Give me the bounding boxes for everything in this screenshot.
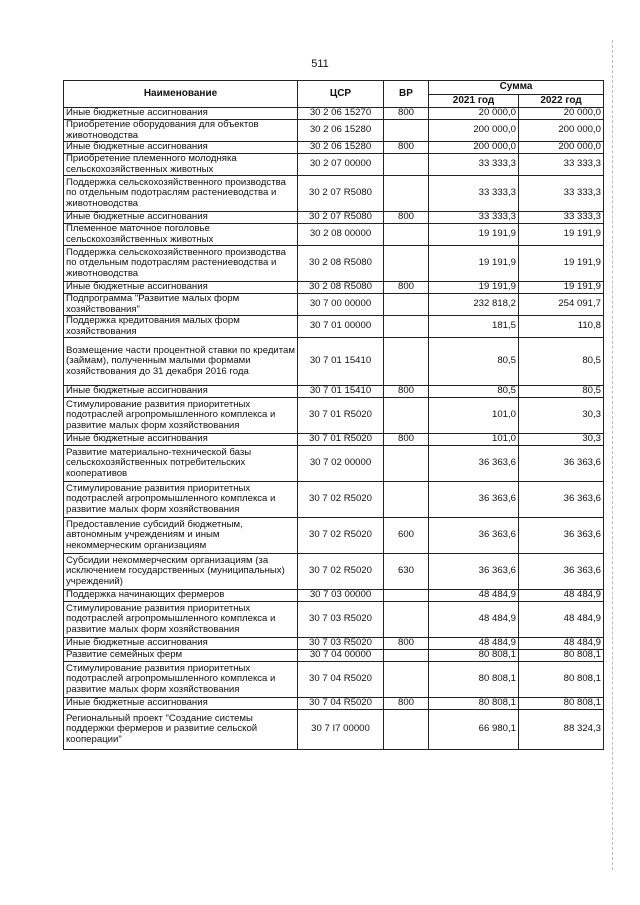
row-vr [384,482,429,518]
header-vr: ВР [384,81,429,108]
table-row [64,698,604,710]
row-csr: 30 2 06 15280 [298,120,384,142]
row-sum-2022: 36 363,6 [519,554,604,590]
row-name: Стимулирование развития приоритетных подотраслей агропромышленного комплекса и развитие малых форм хозяйствования [64,602,298,638]
row-sum-2021: 80 808,1 [429,698,519,710]
table-row [64,246,604,282]
row-name: Стимулирование развития приоритетных подотраслей агропромышленного комплекса и развитие малых форм хозяйствования [64,482,298,518]
row-csr: 30 7 03 R5020 [298,638,384,650]
row-sum-2022: 254 091,7 [519,294,604,316]
row-name: Региональный проект "Создание системы поддержки фермеров и развитие сельской кооперации" [64,710,298,750]
row-name: Развитие материально-технической базы сельскохозяйственных потребительских кооперативов [64,446,298,482]
row-vr [384,590,429,602]
row-name: Стимулирование развития приоритетных подотраслей агропромышленного комплекса и развитие малых форм хозяйствования [64,398,298,434]
row-sum-2021: 200 000,0 [429,142,519,154]
row-sum-2022: 48 484,9 [519,638,604,650]
row-csr: 30 7 04 R5020 [298,662,384,698]
row-sum-2021: 80 808,1 [429,650,519,662]
row-sum-2022: 36 363,6 [519,482,604,518]
row-sum-2022: 200 000,0 [519,142,604,154]
table-row [64,554,604,590]
row-vr [384,120,429,142]
table-row [64,434,604,446]
header-name: Наименование [64,81,298,108]
table-row [64,142,604,154]
row-csr: 30 2 08 R5080 [298,282,384,294]
row-name: Иные бюджетные ассигнования [64,212,298,224]
row-name: Приобретение оборудования для объектов животноводства [64,120,298,142]
row-name: Иные бюджетные ассигнования [64,698,298,710]
row-name: Иные бюджетные ассигнования [64,282,298,294]
table-row [64,108,604,120]
row-sum-2021: 48 484,9 [429,638,519,650]
row-vr: 800 [384,638,429,650]
table-body [64,108,604,750]
row-sum-2022: 88 324,3 [519,710,604,750]
row-vr: 800 [384,108,429,120]
budget-table [63,80,604,750]
row-csr: 30 2 07 R5080 [298,212,384,224]
row-vr: 800 [384,282,429,294]
row-csr: 30 7 02 00000 [298,446,384,482]
row-vr: 800 [384,212,429,224]
row-vr: 800 [384,434,429,446]
table-row [64,602,604,638]
row-sum-2021: 36 363,6 [429,446,519,482]
row-vr: 800 [384,142,429,154]
row-sum-2021: 181,5 [429,316,519,338]
table-row [64,154,604,176]
row-vr: 800 [384,698,429,710]
row-name: Племенное маточное поголовье сельскохозяйственных животных [64,224,298,246]
row-name: Приобретение племенного молодняка сельскохозяйственных животных [64,154,298,176]
table-row [64,662,604,698]
row-sum-2022: 36 363,6 [519,518,604,554]
row-sum-2021: 33 333,3 [429,154,519,176]
row-name: Стимулирование развития приоритетных подотраслей агропромышленного комплекса и развитие малых форм хозяйствования [64,662,298,698]
row-name: Иные бюджетные ассигнования [64,434,298,446]
table-row [64,650,604,662]
row-sum-2021: 36 363,6 [429,518,519,554]
row-vr [384,316,429,338]
row-name: Иные бюджетные ассигнования [64,142,298,154]
row-csr: 30 7 04 00000 [298,650,384,662]
row-sum-2021: 19 191,9 [429,282,519,294]
row-name: Поддержка сельскохозяйственного производства по отдельным подотраслям растениеводства и животноводства [64,246,298,282]
row-sum-2021: 66 980,1 [429,710,519,750]
row-csr: 30 7 01 00000 [298,316,384,338]
header-year-2022: 2022 год [519,95,604,108]
table-row [64,638,604,650]
row-name: Субсидии некоммерческим организациям (за исключением государственных (муниципальных) учреждений) [64,554,298,590]
row-vr: 630 [384,554,429,590]
row-sum-2022: 20 000,0 [519,108,604,120]
row-sum-2021: 33 333,3 [429,212,519,224]
row-csr: 30 7 01 R5020 [298,434,384,446]
row-sum-2022: 80 808,1 [519,698,604,710]
table-row [64,518,604,554]
row-sum-2021: 101,0 [429,434,519,446]
row-csr: 30 7 I7 00000 [298,710,384,750]
row-csr: 30 2 07 R5080 [298,176,384,212]
row-csr: 30 2 06 15280 [298,142,384,154]
row-csr: 30 7 03 00000 [298,590,384,602]
row-vr [384,294,429,316]
row-sum-2021: 232 818,2 [429,294,519,316]
row-csr: 30 7 01 15410 [298,386,384,398]
row-csr: 30 7 02 R5020 [298,482,384,518]
row-csr: 30 7 03 R5020 [298,602,384,638]
row-sum-2022: 33 333,3 [519,212,604,224]
row-sum-2021: 36 363,6 [429,482,519,518]
row-vr [384,338,429,386]
page-number: 511 [311,58,329,70]
row-sum-2022: 19 191,9 [519,246,604,282]
page-edge-rule [612,40,613,870]
row-sum-2022: 30,3 [519,434,604,446]
row-vr [384,446,429,482]
row-csr: 30 7 04 R5020 [298,698,384,710]
table-row [64,316,604,338]
row-sum-2021: 20 000,0 [429,108,519,120]
table-row [64,282,604,294]
row-sum-2021: 19 191,9 [429,224,519,246]
row-name: Подпрограмма "Развитие малых форм хозяйствования" [64,294,298,316]
row-sum-2021: 80,5 [429,338,519,386]
row-sum-2022: 48 484,9 [519,590,604,602]
row-csr: 30 2 08 00000 [298,224,384,246]
table-row [64,294,604,316]
header-csr: ЦСР [298,81,384,108]
table-row [64,446,604,482]
row-vr [384,662,429,698]
row-csr: 30 2 06 15270 [298,108,384,120]
row-vr [384,650,429,662]
row-vr [384,710,429,750]
row-sum-2022: 110,8 [519,316,604,338]
header-sum: Сумма [429,81,604,95]
row-name: Развитие семейных ферм [64,650,298,662]
row-sum-2022: 19 191,9 [519,282,604,294]
row-sum-2022: 48 484,9 [519,602,604,638]
row-sum-2021: 33 333,3 [429,176,519,212]
row-sum-2021: 101,0 [429,398,519,434]
row-csr: 30 7 01 15410 [298,338,384,386]
row-vr [384,246,429,282]
row-sum-2022: 33 333,3 [519,154,604,176]
row-csr: 30 2 07 00000 [298,154,384,176]
table-row [64,212,604,224]
row-sum-2021: 19 191,9 [429,246,519,282]
row-sum-2022: 33 333,3 [519,176,604,212]
row-sum-2022: 19 191,9 [519,224,604,246]
row-sum-2022: 80 808,1 [519,650,604,662]
row-csr: 30 2 08 R5080 [298,246,384,282]
row-vr [384,224,429,246]
row-vr: 800 [384,386,429,398]
row-sum-2021: 48 484,9 [429,590,519,602]
row-vr [384,398,429,434]
row-sum-2021: 80,5 [429,386,519,398]
row-vr [384,602,429,638]
row-name: Иные бюджетные ассигнования [64,638,298,650]
row-sum-2021: 80 808,1 [429,662,519,698]
row-sum-2022: 200 000,0 [519,120,604,142]
table-row [64,224,604,246]
row-name: Возмещение части процентной ставки по кредитам (займам), полученным малыми формами хозяйствования до 31 декабря 2016 года [64,338,298,386]
row-name: Иные бюджетные ассигнования [64,108,298,120]
table-row [64,710,604,750]
row-name: Поддержка начинающих фермеров [64,590,298,602]
row-sum-2022: 80,5 [519,338,604,386]
row-csr: 30 7 02 R5020 [298,554,384,590]
row-name: Поддержка сельскохозяйственного производства по отдельным подотраслям растениеводства и животноводства [64,176,298,212]
table-row [64,120,604,142]
table-row [64,176,604,212]
table-header [64,81,604,108]
row-sum-2022: 30,3 [519,398,604,434]
row-sum-2022: 36 363,6 [519,446,604,482]
row-vr: 600 [384,518,429,554]
table-row [64,338,604,386]
row-csr: 30 7 00 00000 [298,294,384,316]
row-name: Иные бюджетные ассигнования [64,386,298,398]
table-row [64,482,604,518]
table-row [64,590,604,602]
row-sum-2021: 48 484,9 [429,602,519,638]
table-row [64,398,604,434]
row-sum-2022: 80,5 [519,386,604,398]
row-vr [384,176,429,212]
row-name: Поддержка кредитования малых форм хозяйствования [64,316,298,338]
table-row [64,386,604,398]
row-sum-2021: 36 363,6 [429,554,519,590]
row-sum-2022: 80 808,1 [519,662,604,698]
row-sum-2021: 200 000,0 [429,120,519,142]
row-name: Предоставление субсидий бюджетным, автономным учреждениям и иным некоммерческим организациям [64,518,298,554]
row-csr: 30 7 02 R5020 [298,518,384,554]
row-csr: 30 7 01 R5020 [298,398,384,434]
header-year-2021: 2021 год [429,95,519,108]
row-vr [384,154,429,176]
